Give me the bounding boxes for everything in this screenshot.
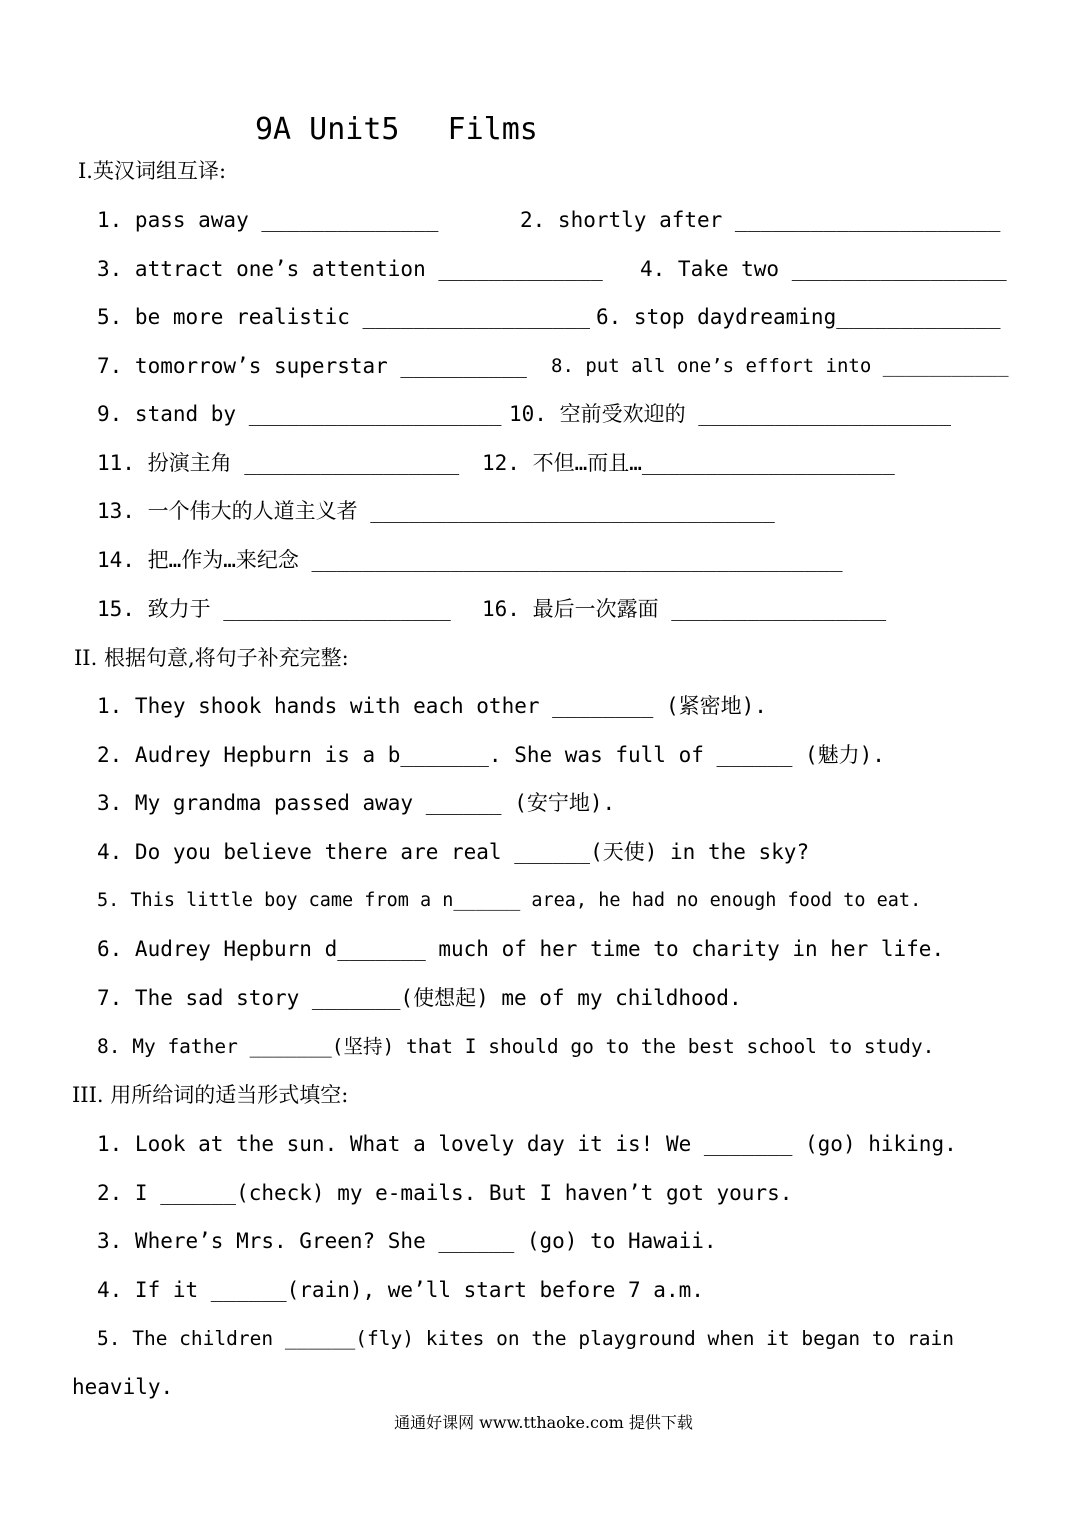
phrase-item: 10. 空前受欢迎的 ____________________ [509,402,952,426]
phrase-item: 16. 最后一次露面 _________________ [482,597,887,621]
sentence-item: 4. Do you believe there are real ______(天使) in the sky? [97,840,810,864]
sentence-item: 3. Where’s Mrs. Green? She ______ (go) to Hawaii. [97,1229,717,1253]
phrase-item: 8. put all one’s effort into ___________ [551,355,1009,377]
sentence-item: 1. They shook hands with each other ________ (紧密地). [97,694,767,718]
sentence-item: 2. I ______(check) my e-mails. But I haven’t got yours. [97,1181,793,1205]
phrase-item: 7. tomorrow’s superstar __________ [97,354,527,378]
phrase-item: 9. stand by ____________________ [97,402,502,426]
phrase-item: 6. stop daydreaming_____________ [596,305,1001,329]
sentence-item: 2. Audrey Hepburn is a b_______. She was full of ______ (魅力). [97,743,885,767]
phrase-item: 1. pass away ______________ [97,208,439,232]
sentence-item: 6. Audrey Hepburn d_______ much of her time to charity in her life. [97,937,945,961]
sentence-continuation: heavily. [72,1375,174,1399]
phrase-item: 2. shortly after _____________________ [520,208,1001,232]
sentence-item: 1. Look at the sun. What a lovely day it is! We _______ (go) hiking. [97,1132,957,1156]
section-1-heading: Ⅰ.英汉词组互译: [78,159,227,183]
phrase-item: 14. 把…作为…来纪念 __________________________________________ [97,548,843,572]
sentence-item: 4. If it ______(rain), we’ll start before 7 a.m. [97,1278,704,1302]
phrase-item: 15. 致力于 __________________ [97,597,451,621]
footer-credit: 通通好课网 www.tthaoke.com 提供下载 [394,1413,693,1432]
phrase-item: 4. Take two _________________ [640,257,1007,281]
section-2-heading: II. 根据句意,将句子补充完整: [74,646,349,670]
sentence-item: 8. My father _______(坚持) that I should go to the best school to study. [97,1035,935,1058]
phrase-item: 3. attract one’s attention _____________ [97,257,603,281]
phrase-item: 5. be more realistic __________________ [97,305,591,329]
sentence-item: 3. My grandma passed away ______ (安宁地). [97,791,616,815]
phrase-item: 13. 一个伟大的人道主义者 ________________________________ [97,499,775,523]
sentence-item: 5. The children ______(fly) kites on the playground when it began to rain [97,1327,955,1350]
phrase-item: 11. 扮演主角 _________________ [97,451,460,475]
sentence-item: 5. This little boy came from a n______ area, he had no enough food to eat. [97,890,922,911]
sentence-item: 7. The sad story _______(使想起) me of my childhood. [97,986,742,1010]
section-3-heading: III. 用所给词的适当形式填空: [72,1083,349,1107]
phrase-item: 12. 不但…而且…____________________ [482,451,895,475]
page-title: 9A Unit5 Films [255,112,538,147]
